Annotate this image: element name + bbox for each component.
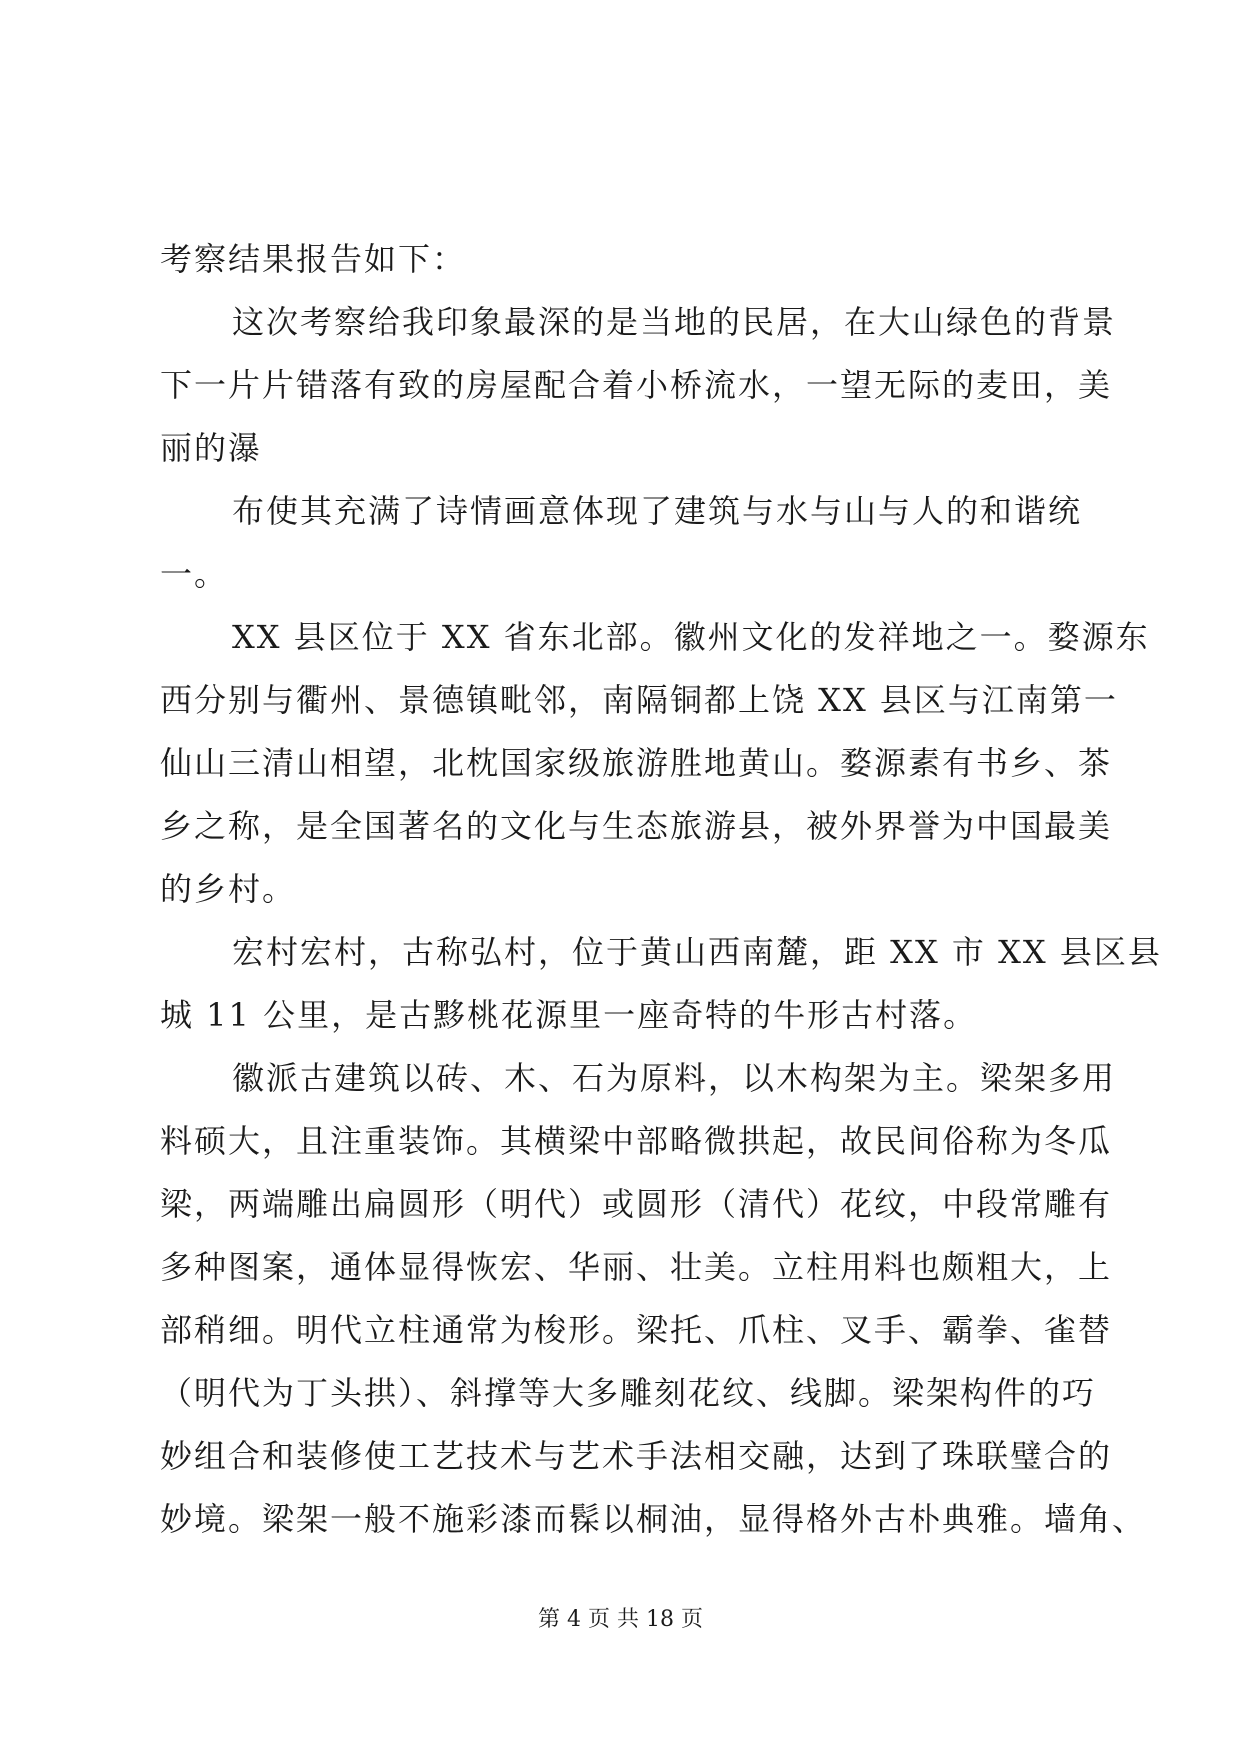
text-line: 妙境。梁架一般不施彩漆而髹以桐油，显得格外古朴典雅。墙角、: [160, 1500, 1147, 1538]
body-text: [160, 228, 1162, 1551]
text-line: 仙山三清山相望，北枕国家级旅游胜地黄山。婺源素有书乡、茶: [160, 744, 1113, 782]
paragraph-start-line: XX 县区位于 XX 省东北部。徽州文化的发祥地之一。婺源东: [232, 618, 1150, 656]
page-number-footer: 第 4 页 共 18 页: [538, 1607, 703, 1632]
text-line: 梁，两端雕出扁圆形（明代）或圆形（清代）花纹，中段常雕有: [160, 1185, 1113, 1223]
text-line: 城 11 公里，是古黟桃花源里一座奇特的牛形古村落。: [160, 996, 978, 1034]
paragraph-start-line: 这次考察给我印象最深的是当地的民居，在大山绿色的背景: [232, 303, 1117, 341]
text-line: 西分别与衢州、景德镇毗邻，南隔铜都上饶 XX 县区与江南第一: [160, 681, 1118, 719]
text-line: 多种图案，通体显得恢宏、华丽、壮美。立柱用料也颇粗大，上: [160, 1248, 1113, 1286]
text-line: 乡之称，是全国著名的文化与生态旅游县，被外界誉为中国最美: [160, 807, 1113, 845]
text-line: 丽的瀑: [160, 429, 263, 467]
text-line: 下一片片错落有致的房屋配合着小桥流水，一望无际的麦田，美: [160, 366, 1113, 404]
paragraph-start-line: 宏村宏村，古称弘村，位于黄山西南麓，距 XX 市 XX 县区县: [232, 933, 1162, 971]
paragraph-start-line: 布使其充满了诗情画意体现了建筑与水与山与人的和谐统: [232, 492, 1083, 530]
text-line: 妙组合和装修使工艺技术与艺术手法相交融，达到了珠联璧合的: [160, 1437, 1113, 1475]
text-line: 一。: [160, 555, 229, 593]
text-line: （明代为丁头拱）、斜撑等大多雕刻花纹、线脚。梁架构件的巧: [160, 1374, 1097, 1412]
text-line: 考察结果报告如下：: [160, 240, 467, 278]
text-line: 的乡村。: [160, 870, 297, 908]
text-line: 料硕大，且注重装饰。其横梁中部略微拱起，故民间俗称为冬瓜: [160, 1122, 1113, 1160]
paragraph-start-line: 徽派古建筑以砖、木、石为原料，以木构架为主。梁架多用: [232, 1059, 1117, 1097]
text-line: 部稍细。明代立柱通常为梭形。梁托、爪柱、叉手、霸拳、雀替: [160, 1311, 1113, 1349]
